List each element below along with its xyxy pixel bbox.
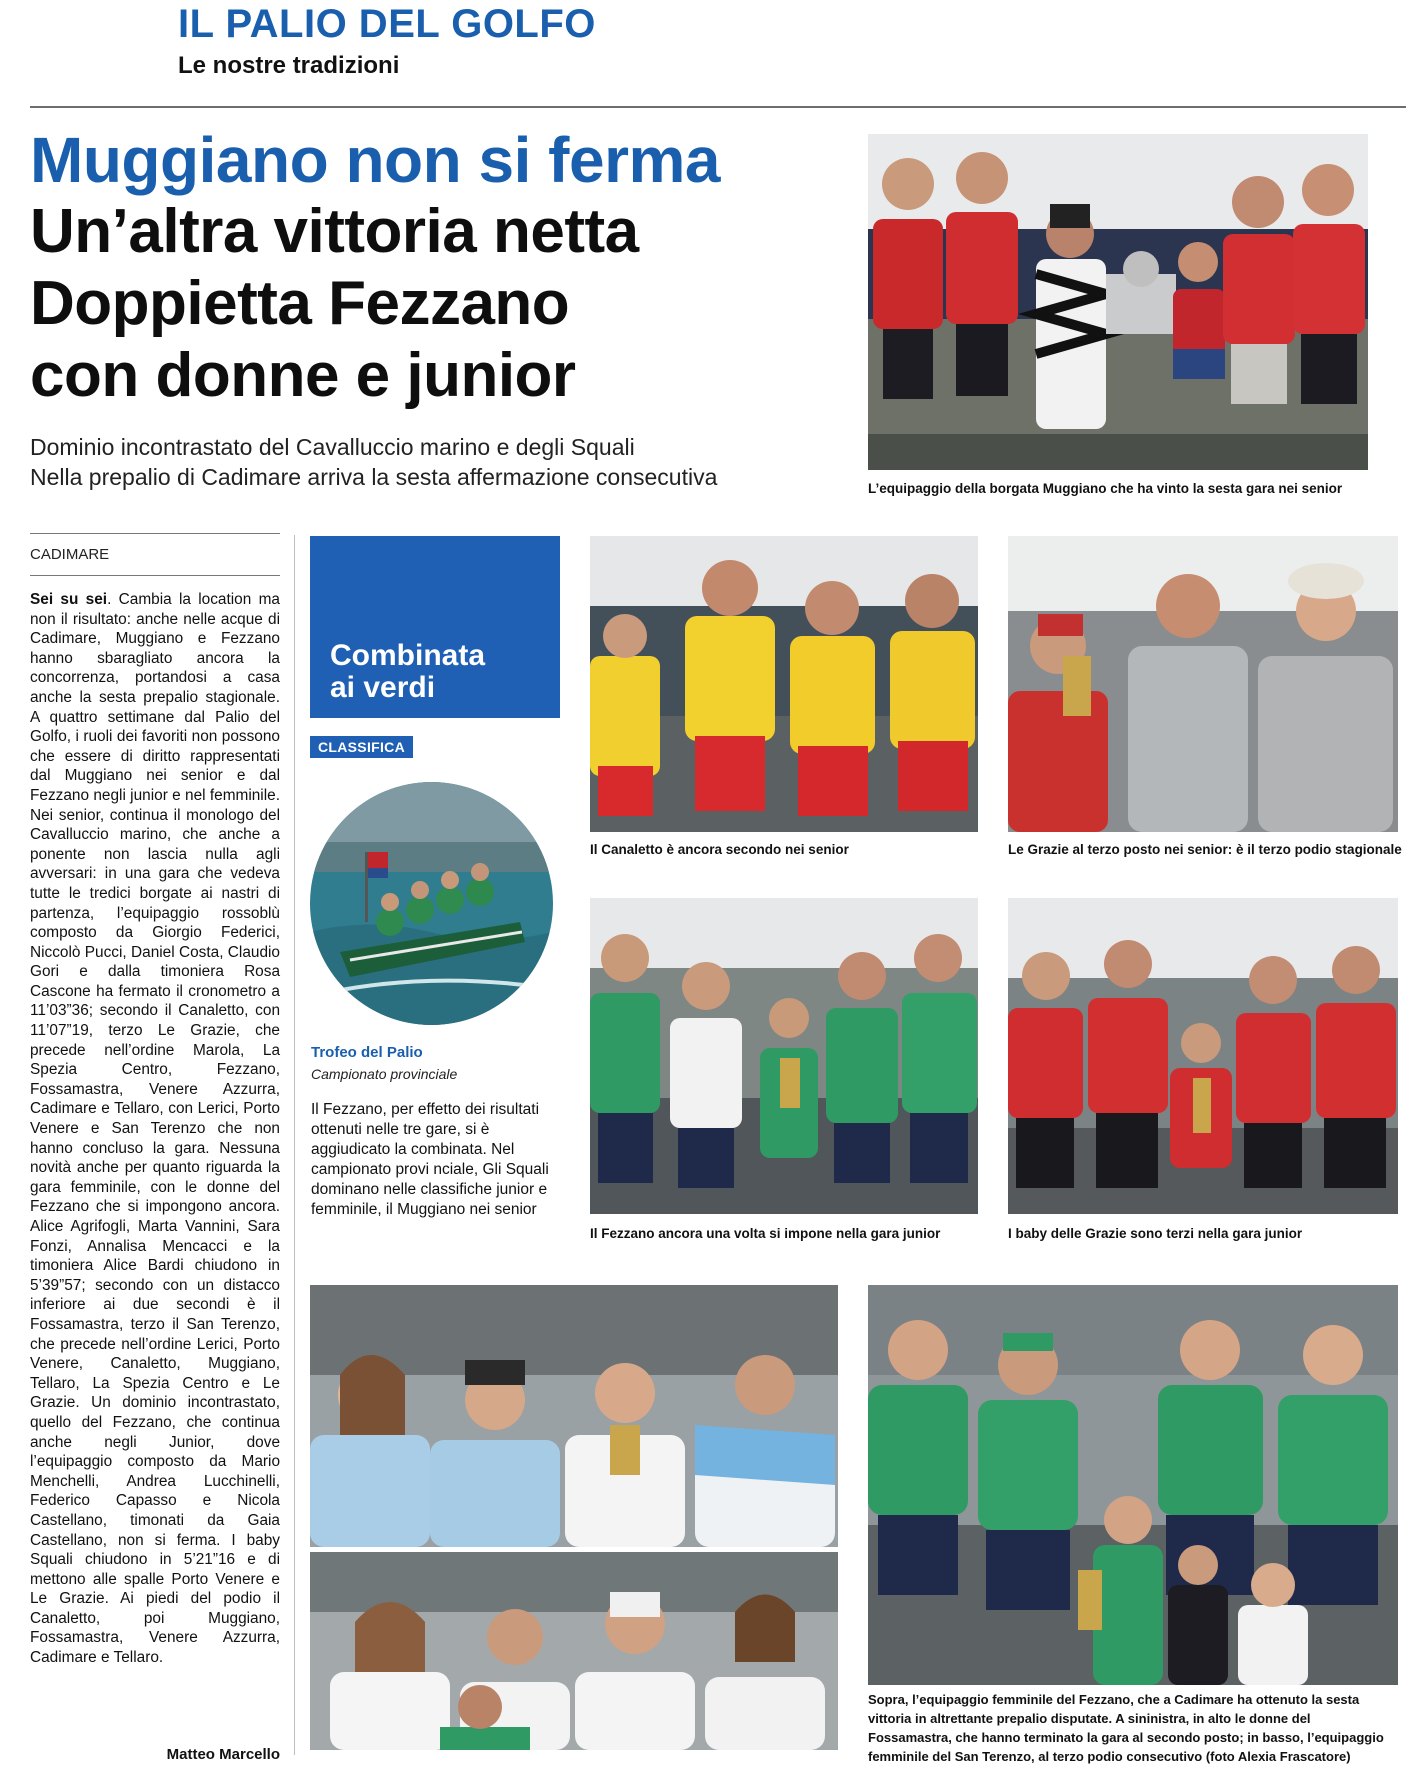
- header-rule: [30, 106, 1406, 108]
- photo-fezzano-junior: [590, 898, 978, 1214]
- article-body: [30, 590, 280, 1668]
- caption-fem-line-3: Fossamastra, che hanno terminato la gara al secondo posto; in basso, l’equipaggio: [868, 1730, 1384, 1745]
- caption-canaletto: Il Canaletto è ancora secondo nei senior: [590, 842, 849, 857]
- headline-line-3: Doppietta Fezzano: [30, 269, 570, 338]
- caption-muggiano: L’equipaggio della borgata Muggiano che ha vinto la sesta gara nei senior: [868, 481, 1343, 496]
- caption-legrazie: Le Grazie al terzo posto nei senior: è il terzo podio stagionale: [1008, 842, 1402, 857]
- caption-fezzano-junior: Il Fezzano ancora una volta si impone nella gara junior: [590, 1226, 941, 1241]
- photo-legrazie-crew: [1008, 536, 1398, 832]
- section-title: IL PALIO DEL GOLFO: [178, 2, 596, 46]
- deck-line-2: Nella prepalio di Cadimare arriva la sesta affermazione consecutiva: [30, 464, 718, 490]
- section-subtitle: Le nostre tradizioni: [178, 52, 400, 79]
- campionato-subtitle: Campionato provinciale: [311, 1066, 458, 1082]
- photo-fezzano-women: [868, 1285, 1398, 1685]
- sidebar-box-title-line-2: ai verdi: [330, 671, 436, 704]
- sidebar-box-title-line-1: Combinata: [330, 639, 486, 672]
- dateline-rule-bottom: [30, 575, 280, 576]
- photo-canaletto-crew: [590, 536, 978, 832]
- deck-line-1: Dominio incontrastato del Cavalluccio marino e degli Squali: [30, 434, 635, 460]
- dateline: CADIMARE: [30, 546, 110, 563]
- caption-fem-line-4-text: femminile del San Terenzo, al terzo podio consecutivo: [868, 1749, 1203, 1764]
- caption-fem-line-1: Sopra, l’equipaggio femminile del Fezzano, che a Cadimare ha ottenuto la sesta: [868, 1692, 1360, 1707]
- column-divider: [294, 535, 295, 1755]
- caption-fem-line-2: vittoria in altrettante prepalio disputate. A sininistra, in alto le donne del: [868, 1711, 1311, 1726]
- sidebar-text: Il Fezzano, per effetto dei risultati ottenuti nelle tre gare, si è aggiudicato la combinata. Nel campionato provi nciale, Gli Squali dominano nelle classifiche junior e femminile, il Muggiano nei senior: [311, 1101, 549, 1218]
- photo-muggiano-crew: [868, 134, 1368, 470]
- caption-fezzano-women: [868, 1690, 1398, 1766]
- photo-rowing-boat-circle: [310, 782, 553, 1025]
- caption-fem-line-4: [868, 1747, 1398, 1766]
- article-text: . Cambia la location ma non il risultato: anche nelle acque di Cadimare, Muggiano e Fezzano hanno sbaragliato ancora la concorrenza, portandosi a casa anche la sesta prepalio stagionale. A quattro settimane dal Palio del Golfo, i ruoli dei favoriti non possono che essere di diritto rappresentati dal Muggiano nei senior e dal Fezzano negli junior e nel femminile. Nei senior, continua il monologo del Cavalluccio marino, che anche a ponente non lascia nulla agli avversari: in una gara che vedeva tutte le tredici borgate ai nastri di partenza, l’equipaggio rossoblù composto da Giorgio Federici, Niccolò Pucci, Daniel Costa, Claudio Gori e dalla timoniera Rosa Cascone ha fermato il cronometro a 11’03”36; secondo il Canaletto, con 11’07”19, terzo Le Grazie, che precede nell’ordine Marola, La Spezia Centro, Fezzano, Fossamastra, Venere Azzurra, Cadimare e Tellaro, con Lerici, Porto Venere e San Terenzo che non hanno concluso la gara. Nessuna novità anche per quanto riguarda la gara femminile, con le donne del Fezzano che si impongono ancora. Alice Agrifogli, Marta Vannini, Sara Fonzi, Annalisa Mencacci e la timoniera Alice Bardi chiudono in 5’39”57; secondo con un distacco inferiore ai due secondi è il Fossamastra, terzo il San Terenzo, che precede nell’ordine Lerici, Porto Venere, Canaletto, Muggiano, Tellaro, La Spezia Centro e Le Grazie. Un dominio incontrastato, quello del Fezzano, che continua anche negli Junior, dove l’equipaggio composto da Mario Menchelli, Andrea Lucchinelli, Federico Capasso e Nicola Castellano, timonati da Gaia Castellano, non si ferma. I baby Squali chiudono in 5’21”16 e di mettono alle spalle Porto Venere e Le Grazie. Ai piedi del podio il Canaletto, poi Muggiano, Fossamastra, Venere Azzurra, Cadimare e Tellaro.: [30, 591, 280, 1667]
- photo-credit: (foto Alexia Frascatore): [1205, 1749, 1351, 1764]
- byline: Matteo Marcello: [166, 1746, 280, 1763]
- caption-baby-grazie: I baby delle Grazie sono terzi nella gara junior: [1008, 1226, 1303, 1241]
- sidebar-box-title: [330, 640, 485, 704]
- classifica-badge: CLASSIFICA: [310, 736, 413, 758]
- photo-santerenzo-women: [310, 1552, 838, 1750]
- photo-fossamastra-women: [310, 1285, 838, 1547]
- headline-kicker: Muggiano non si ferma: [30, 124, 720, 196]
- article-lead: Sei su sei: [30, 591, 108, 608]
- photo-baby-grazie: [1008, 898, 1398, 1214]
- trofeo-title: Trofeo del Palio: [311, 1044, 423, 1061]
- headline-line-4: con donne e junior: [30, 341, 576, 410]
- headline-line-2: Un’altra vittoria netta: [30, 197, 639, 266]
- dateline-rule-top: [30, 533, 280, 534]
